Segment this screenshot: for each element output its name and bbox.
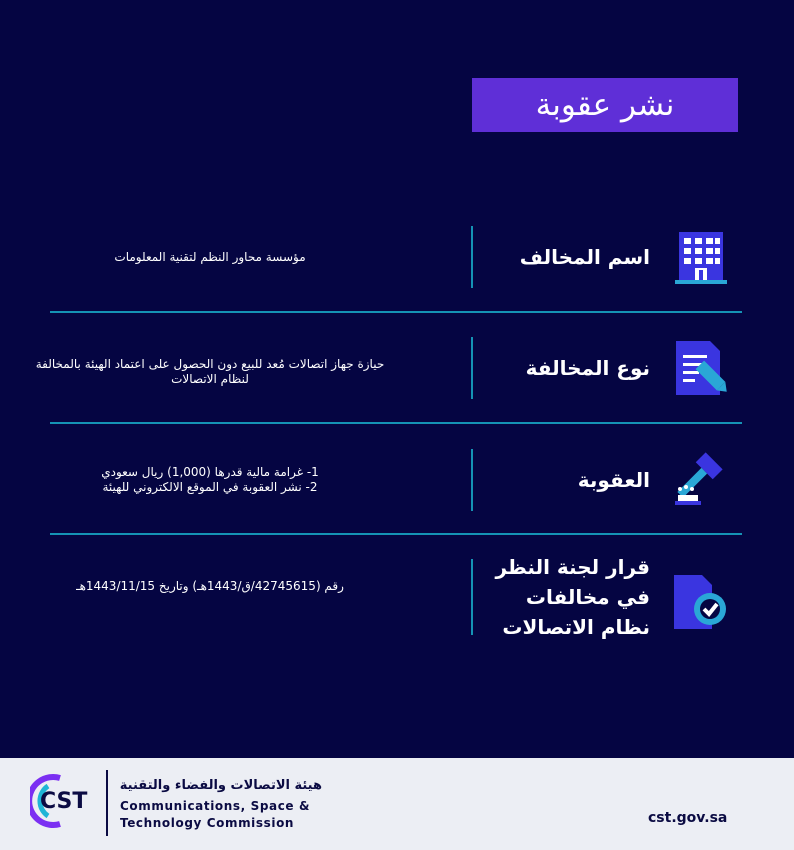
vertical-divider	[471, 337, 473, 399]
info-row-decision	[0, 555, 794, 639]
info-row-violator-name	[0, 226, 794, 288]
document-edit-icon	[670, 337, 732, 399]
decision-text: رقم (42745615/ق/1443هـ) وتاريخ 1443/11/15هـ	[76, 579, 344, 593]
row-divider	[50, 422, 742, 424]
violator-name-text: مؤسسة محاور النظم لتقنية المعلومات	[114, 249, 306, 264]
penalty-line-1: 1- غرامة مالية قدرها (1,000) ريال سعودي	[101, 465, 319, 479]
footer-divider	[106, 770, 108, 836]
decision-label-line-2: في مخالفات	[525, 585, 650, 609]
logo-text: CST	[40, 789, 88, 814]
org-name-arabic: هيئة الاتصالات والفضاء والتقنية	[119, 778, 322, 793]
decision-label	[490, 555, 650, 639]
info-row-violation-type	[0, 337, 794, 399]
decision-value	[20, 559, 400, 635]
website-link[interactable]: cst.gov.sa	[648, 810, 728, 826]
violation-type-line-1: حيازة جهاز اتصالات مُعد للبيع دون الحصول على اعتماد الهيئة بالمخالفة	[35, 357, 385, 371]
row-divider	[50, 311, 742, 313]
violator-name-label: اسم المخالف	[519, 245, 650, 269]
violation-type-label: نوع المخالفة	[525, 356, 650, 380]
info-row-penalty	[0, 449, 794, 511]
vertical-divider	[471, 449, 473, 511]
cst-logo-icon	[30, 772, 98, 830]
org-name-english-line-1: Communications, Space &	[120, 799, 311, 813]
penalty-line-2: 2- نشر العقوبة في الموقع الالكتروني للهيئة	[102, 480, 318, 494]
building-icon	[670, 226, 732, 288]
decision-label-line-3: نظام الاتصالات	[502, 615, 650, 639]
decision-label-line-1: قرار لجنة النظر	[495, 555, 650, 579]
org-name-english-line-2: Technology Commission	[120, 816, 295, 830]
vertical-divider	[471, 559, 473, 635]
gavel-icon	[670, 449, 732, 511]
violation-type-line-2: لنظام الاتصالات	[171, 372, 249, 386]
penalty-label: العقوبة	[577, 468, 650, 492]
violation-type-value	[20, 337, 400, 399]
row-divider	[50, 533, 742, 535]
page-title: نشر عقوبة	[472, 78, 738, 132]
penalty-value	[20, 449, 400, 511]
vertical-divider	[471, 226, 473, 288]
violator-name-value	[20, 226, 400, 288]
document-badge-icon	[670, 571, 732, 633]
